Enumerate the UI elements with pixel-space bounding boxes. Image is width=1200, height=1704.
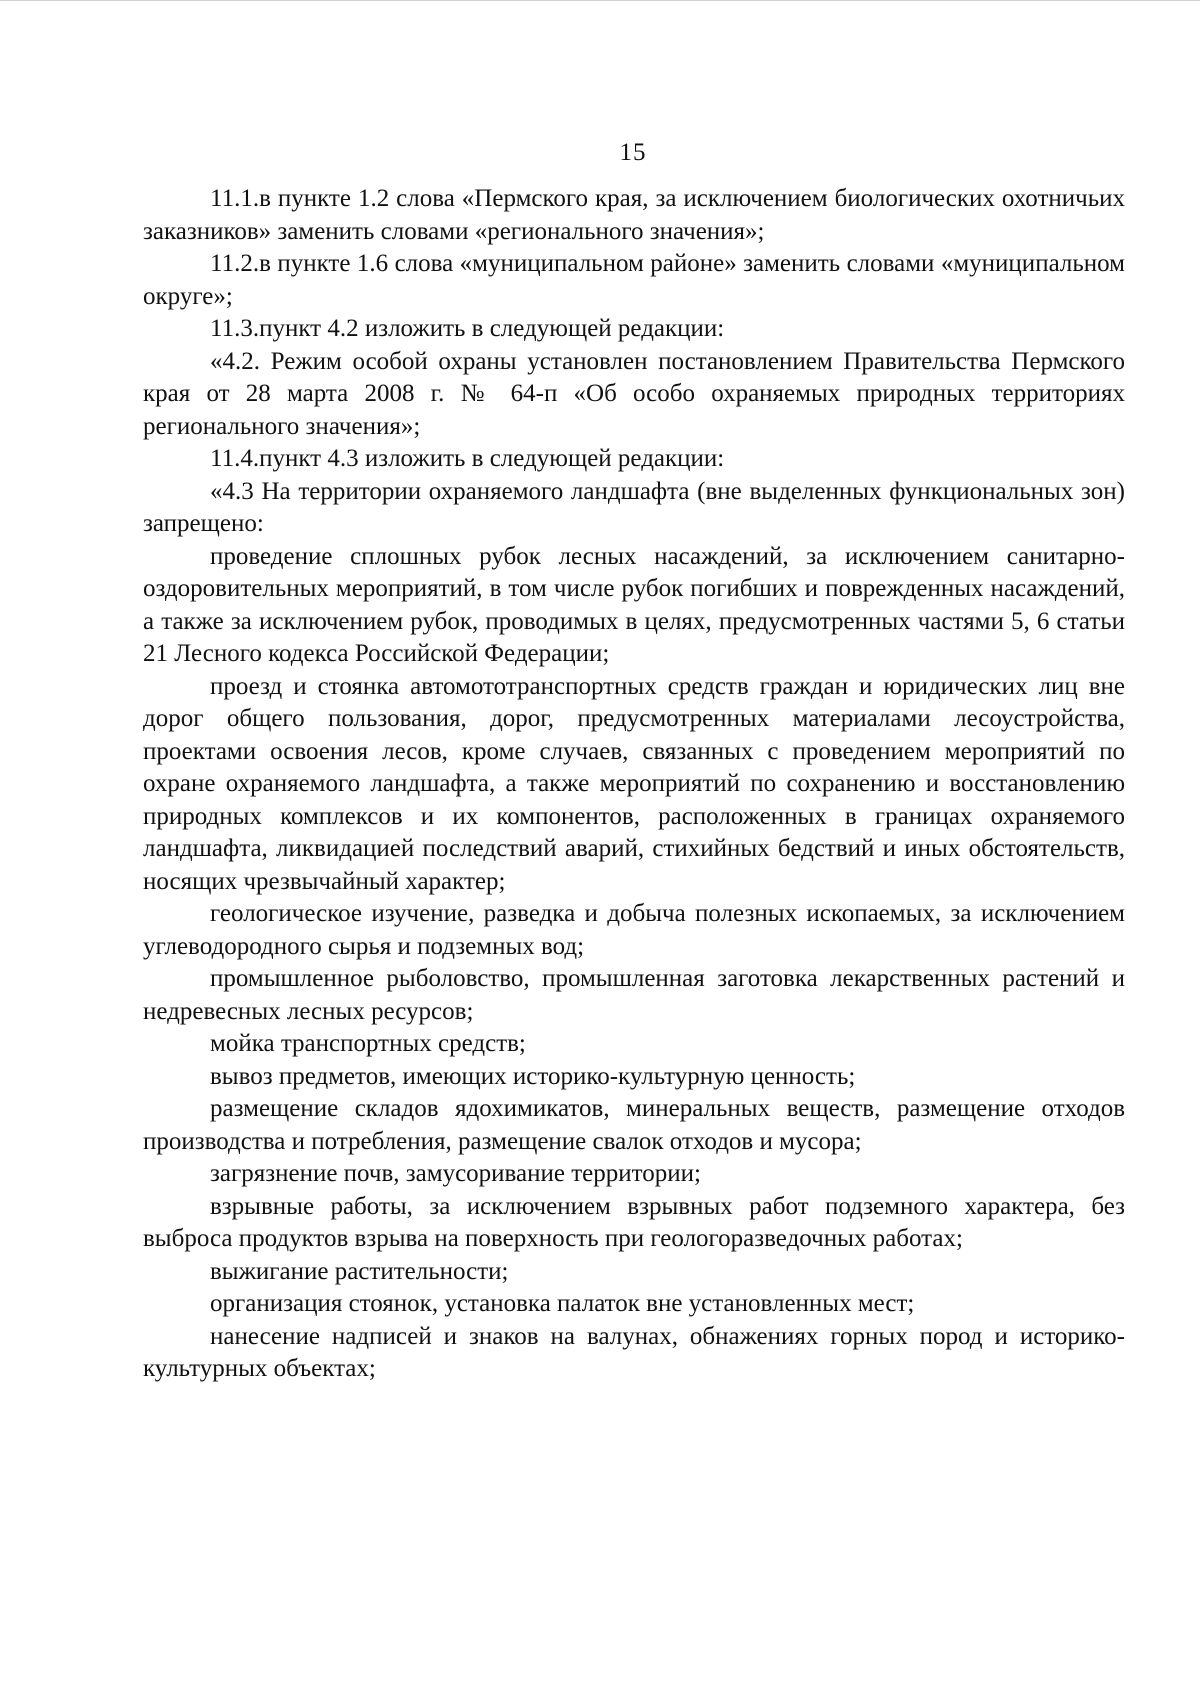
prohibition-item: выжигание растительности; [210,1257,509,1285]
paragraph-11-2: 11.2.в пункте 1.6 слова «муниципальном районе» заменить словами «муниципальном округе»; [143,250,1125,310]
prohibition-item: взрывные работы, за исключением взрывных работ подземного характера, без выброса продуктов взрыва на поверхность при геологоразведочных работах; [143,1192,1125,1252]
prohibition-item: организация стоянок, установка палаток вне установленных мест; [210,1290,915,1317]
prohibition-item: мойка транспортных средств; [210,1030,526,1057]
prohibition-item: проезд и стоянка автомототранспортных средств граждан и юридических лиц вне дорог общего пользования, дорог, предусмотренных материалами лесоустройства, проектами освоения лесов, кроме случаев, связанных с проведением мероприятий по охране охраняемого ландшафта, а также мероприятий по сохранению и восстановлению природных комплексов и их компонентов, расположенных в границах охраняемого ландшафта, ликвидацией последствий аварий, стихийных бедствий и иных обстоятельств, носящих чрезвычайный характер; [143,672,1125,895]
paragraph-11-3: 11.3.пункт 4.2 изложить в следующей редакции: [210,315,725,342]
prohibition-item: проведение сплошных рубок лесных насаждений, за исключением санитарно-оздоровительных мероприятий, в том числе рубок погибших и поврежденных насаждений, а также за исключением рубок, проводимых в целях, предусмотренных частями 5, 6 статьи 21 Лесного кодекса Российской Федерации; [143,542,1125,667]
prohibition-item: вывоз предметов, имеющих историко-культурную ценность; [210,1062,856,1090]
prohibition-item: промышленное рыболовство, промышленная заготовка лекарственных растений и недревесных лесных ресурсов; [143,965,1125,1025]
paragraph-4-2-text: «4.2. Режим особой охраны установлен постановлением Правительства Пермского края от 28 марта 2008 г. № 64-п «Об особо охраняемых природных территориях регионального значения»; [143,347,1125,440]
document-body [143,183,1125,1386]
prohibition-item: загрязнение почв, замусоривание территории; [210,1160,701,1187]
paragraph-11-1: 11.1.в пункте 1.2 слова «Пермского края, за исключением биологических охотничьих заказников» заменить словами «регионального значения»; [143,185,1125,245]
page-number: 15 [619,139,647,166]
prohibition-item: размещение складов ядохимикатов, минеральных веществ, размещение отходов производства и потребления, размещение свалок отходов и мусора; [143,1095,1125,1155]
prohibition-item: геологическое изучение, разведка и добыча полезных ископаемых, за исключением углеводородного сырья и подземных вод; [143,900,1125,960]
prohibition-item: нанесение надписей и знаков на валунах, обнажениях горных пород и историко-культурных объектах; [143,1322,1125,1382]
paragraph-11-4: 11.4.пункт 4.3 изложить в следующей редакции: [210,445,725,472]
paragraph-4-3-intro: «4.3 На территории охраняемого ландшафта (вне выделенных функциональных зон) запрещено: [143,477,1125,537]
